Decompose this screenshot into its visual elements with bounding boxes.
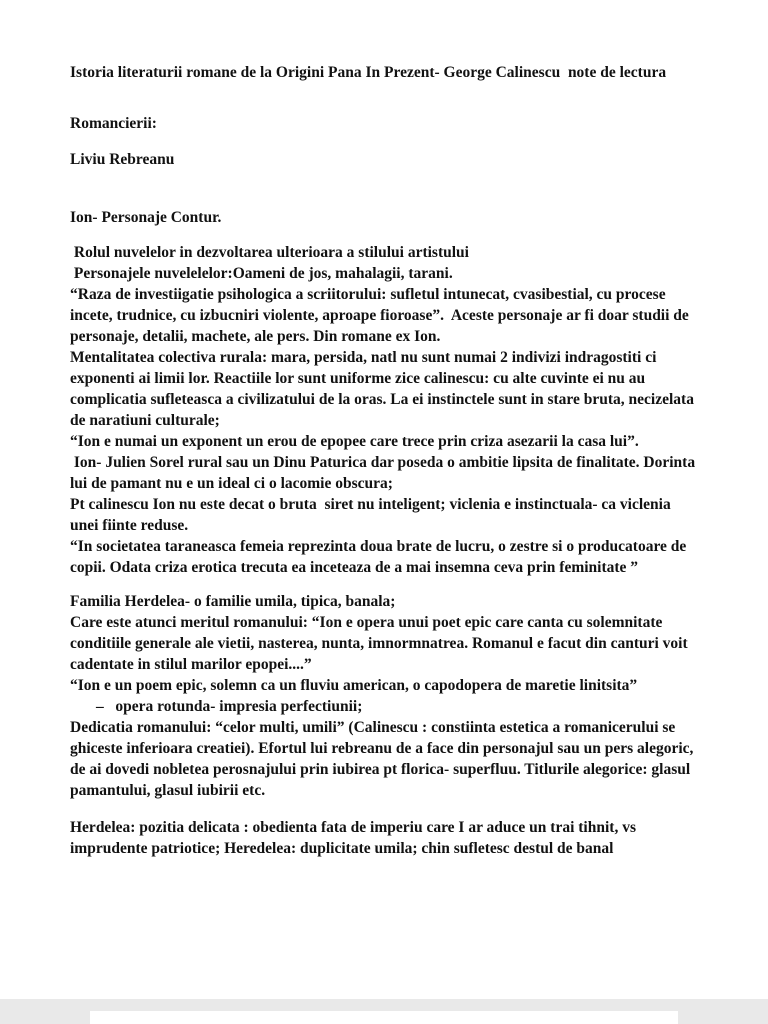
paragraph: Mentalitatea colectiva rurala: mara, persida, natl nu sunt numai 2 indivizi indragostiti ci exponenti ai limii lor. Reactiile lor sunt uniforme zice calinescu: cu alte cuvinte ei nu au complicatia sufleteasca a civilizatului de la oras. La ei instinctele sunt in stare bruta, necizelata de naratiuni culturale; xyxy=(70,349,698,429)
section-heading-romancierii: Romancierii: xyxy=(70,115,157,132)
paragraph: “Ion e un poem epic, solemn ca un fluviu american, o capodopera de maretie linitsita” xyxy=(70,677,638,694)
paragraph: Rolul nuvelelor in dezvoltarea ulterioara a stilului artistului xyxy=(70,244,469,261)
paragraph: Personajele nuvelelelor:Oameni de jos, mahalagii, tarani. xyxy=(70,265,453,282)
paragraph: Care este atunci meritul romanului: “Ion e opera unui poet epic care canta cu solemnitate conditiile generale ale vietii, nasterea, nunta, imnormnatrea. Romanul e facut din canturi voit cadentate in stilul marilor epopei....” xyxy=(70,614,692,673)
paragraph: “Ion e numai un exponent un erou de epopee care trece prin criza asezarii la casa lui”. xyxy=(70,433,639,450)
author-name: Liviu Rebreanu xyxy=(70,151,175,168)
paragraph: Familia Herdelea- o familie umila, tipica, banala; xyxy=(70,593,396,610)
paragraph: “Raza de investiigatie psihologica a scriitorului: sufletul intunecat, cvasibestial, cu procese incete, trudnice, cu izbucniri violente, aproape fioroase”. Aceste personaje ar fi doar studii de personaje, detalii, machete, ale pers. Din romane ex Ion. xyxy=(70,286,693,345)
doc-title: Istoria literaturii romane de la Origini Pana In Prezent- George Calinescu note de lectura xyxy=(70,64,667,81)
next-page-edge xyxy=(90,1011,678,1024)
paragraph: “In societatea taraneasca femeia reprezinta doua brate de lucru, o zestre si o producatoare de copii. Odata criza erotica trecuta ea inceteaza de a mai insemna ceva prin feminitate ” xyxy=(70,538,691,576)
paragraph: Pt calinescu Ion nu este decat o bruta siret nu inteligent; viclenia e instinctuala- ca viclenia unei fiinte reduse. xyxy=(70,496,675,534)
section-heading-ion: Ion- Personaje Contur. xyxy=(70,209,222,226)
paragraph: Ion- Julien Sorel rural sau un Dinu Paturica dar poseda o ambitie lipsita de finalitate. Dorinta lui de pamant nu e un ideal ci o lacomie obscura; xyxy=(70,454,699,492)
paragraph: Herdelea: pozitia delicata : obedienta fata de imperiu care I ar aduce un trai tihnit, vs imprudente patriotice; Heredelea: duplicitate umila; chin sufletesc destul de banal xyxy=(70,819,640,857)
paragraph: Dedicatia romanului: “celor multi, umili” (Calinescu : constiinta estetica a romanicerului se ghiceste inferioara creatiei). Efortul lui rebreanu de a face din personajul sau un pers alegoric, de ai dovedi nobletea perosnajului prin iubirea pt florica- superfluu. Titlurile alegorice: glasul pamantului, glasul iubirii etc. xyxy=(70,719,698,799)
bullet-item: – opera rotunda- impresia perfectiunii; xyxy=(96,698,363,715)
